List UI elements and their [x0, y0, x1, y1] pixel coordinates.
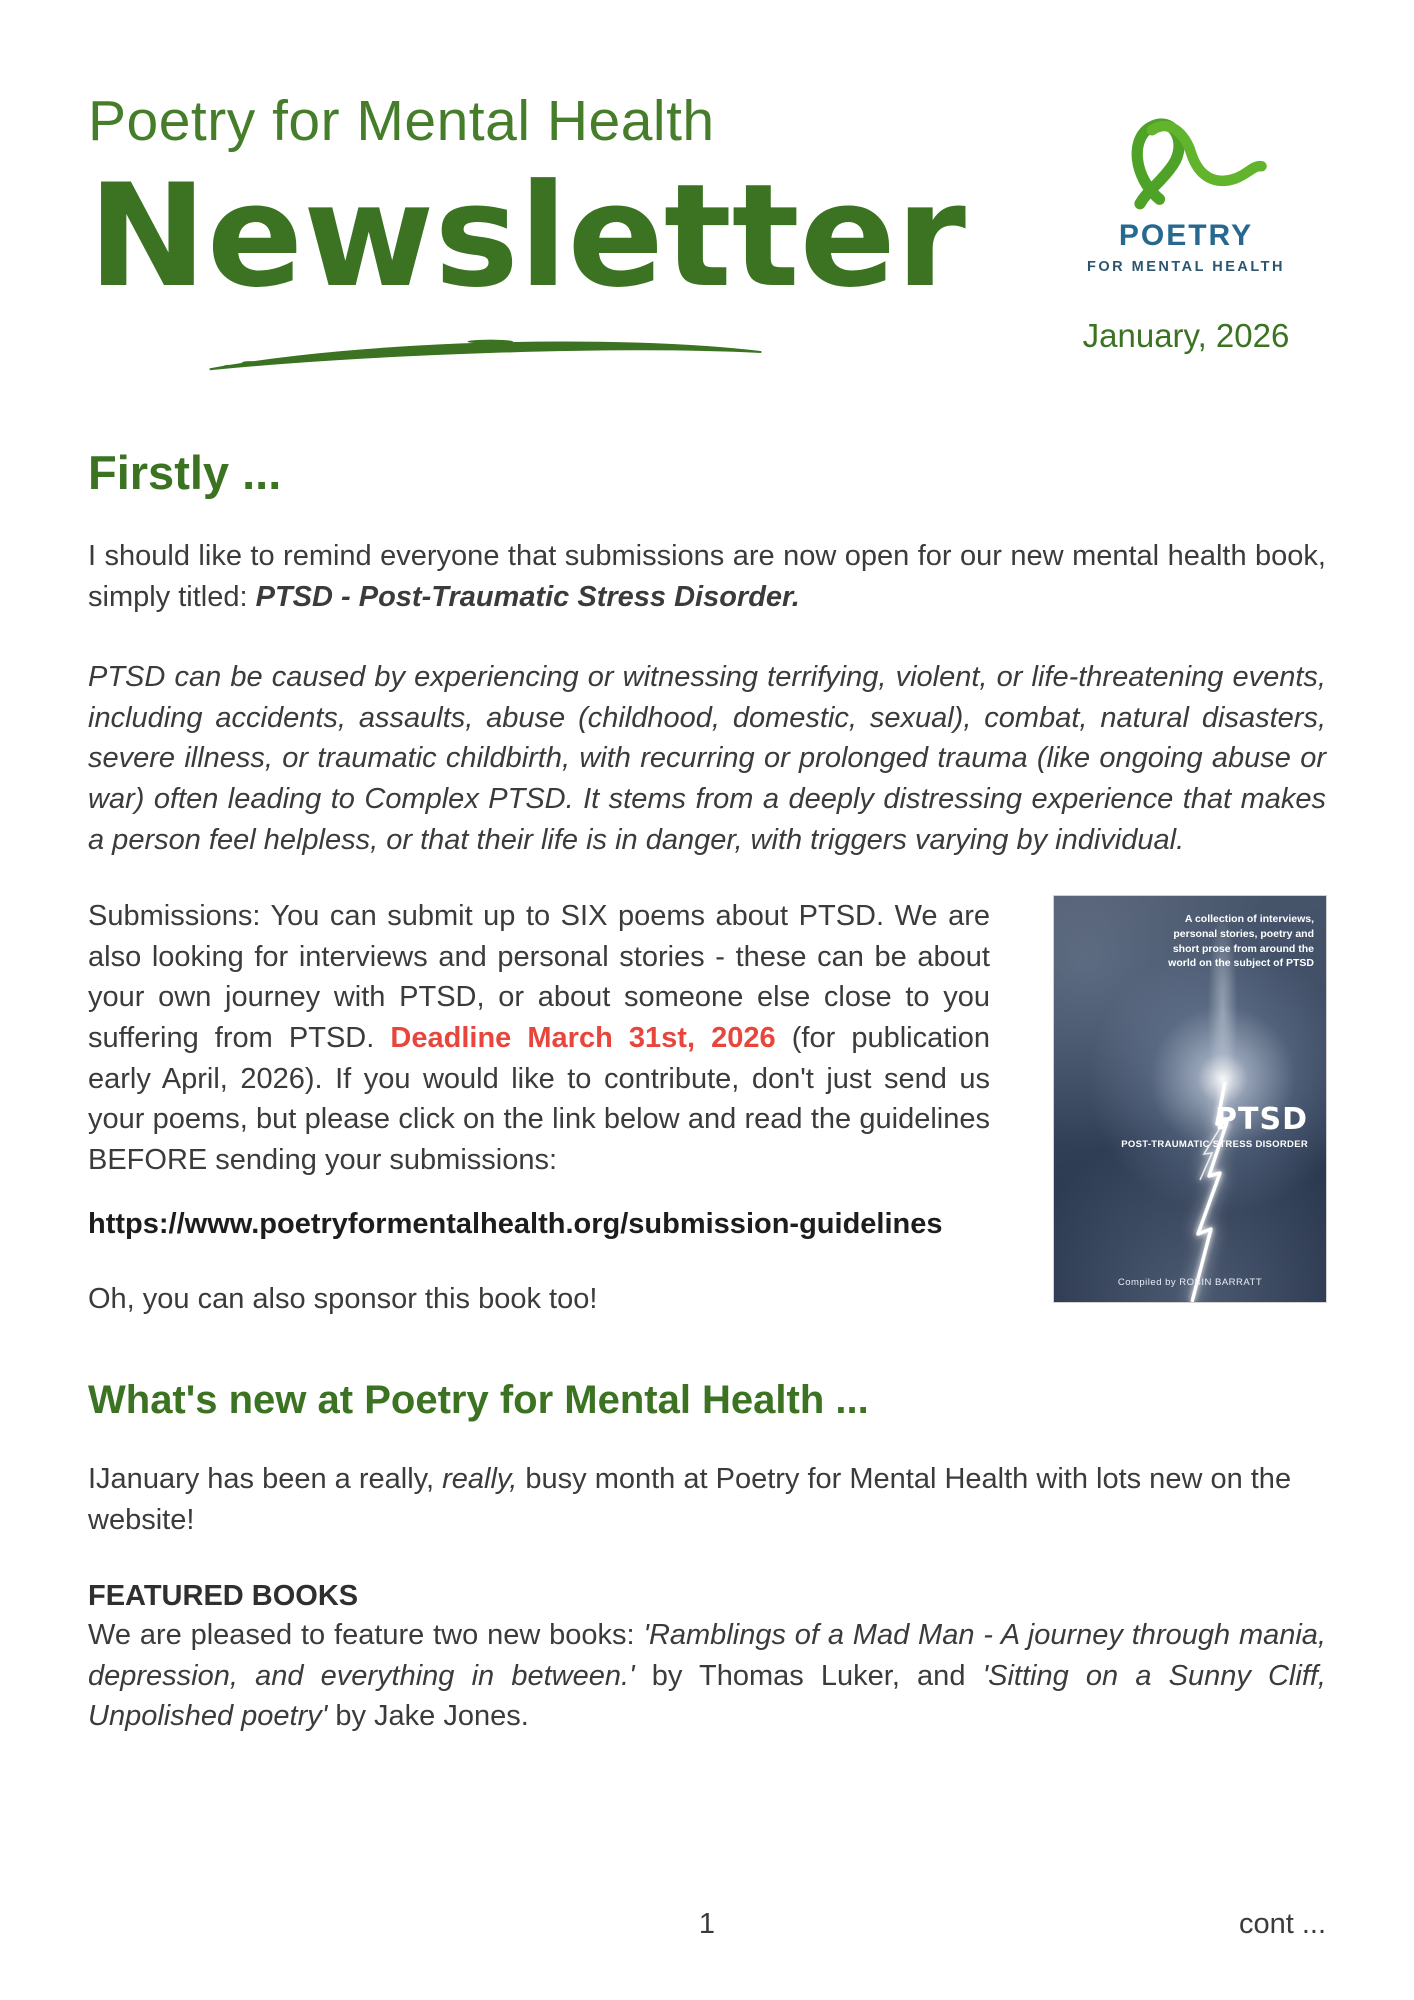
- featured-mid: by Thomas Luker, and: [634, 1659, 983, 1692]
- whats-new-section: [88, 1378, 1326, 1737]
- submissions-tail: (for publication early April, 2026). If you would like to contribute, don't just send us your poems, but please click on the link below and read the guidelines BEFORE sending your submissions:: [88, 1022, 991, 1176]
- submissions-column: [88, 896, 990, 1320]
- ribbon-icon: [1104, 102, 1269, 217]
- cover-subtitle: POST-TRAUMATIC STRESS DISORDER: [1121, 1139, 1308, 1151]
- logo-block: [1046, 88, 1326, 355]
- intro-text: I should like to remind everyone that submissions are now open for our new mental health book, simply titled:: [88, 540, 1326, 613]
- issue-date: January, 2026: [1082, 317, 1290, 354]
- featured-books-paragraph: [88, 1615, 1326, 1737]
- logo-wordmark: POETRY: [1118, 219, 1254, 252]
- sponsor-note: Oh, you can also sponsor this book too!: [88, 1283, 598, 1316]
- book-title-inline: PTSD - Post-Traumatic Stress Disorder.: [255, 580, 800, 613]
- page-footer: [88, 1908, 1326, 1952]
- brush-underline-icon: [203, 333, 768, 375]
- cover-title-block: [1121, 1102, 1308, 1150]
- cover-credit: Compiled by ROBIN BARRATT: [1117, 1277, 1263, 1289]
- newsletter-title: Newsletter: [88, 154, 966, 319]
- ptsd-description-paragraph: PTSD can be caused by experiencing or witnessing terrifying, violent, or life-threatening events, including accidents, assaults, abuse (childhood, domestic, sexual), combat, natural disasters, severe illness, or traumatic childbirth, with recurring or prolonged trauma (like ongoing abuse or war) often leading to Complex PTSD. It stems from a deeply distressing experience that makes a person feel helpless, or that their life is in danger, with triggers varying by individual.: [88, 661, 1326, 856]
- guidelines-link[interactable]: https://www.poetryformentalhealth.org/submission-guidelines: [88, 1208, 943, 1241]
- page-number: 1: [698, 1908, 716, 1940]
- masthead-titles: [88, 88, 966, 375]
- whats-new-intro: [88, 1459, 1326, 1540]
- continuation-note: cont ...: [1238, 1908, 1326, 1940]
- cover-blurb: A collection of interviews, personal stories, poetry and short prose from around the world on the subject of PTSD: [1168, 913, 1314, 970]
- featured-lead: We are pleased to feature two new books:: [88, 1619, 644, 1652]
- whats-new-intro-tail: busy month at Poetry for Mental Health with lots new on the website!: [88, 1463, 1292, 1536]
- cover-title: PTSD: [1215, 1102, 1308, 1138]
- submissions-paragraph: [88, 896, 990, 1180]
- featured-book-title-1: 'Ramblings of a Mad Man - A journey through mania, depression, and everything in between.': [88, 1619, 1326, 1692]
- featured-book-title-2: 'Sitting on a Sunny Cliff, Unpolished poetry': [88, 1659, 1326, 1733]
- featured-tail: by Jake Jones.: [327, 1700, 529, 1733]
- submissions-lead: Submissions: You can submit up to SIX poems about PTSD. We are also looking for interviews and personal stories - these can be about your own journey with PTSD, or about someone else close to you suffering from PTSD.: [88, 900, 990, 1055]
- newsletter-pretitle: Poetry for Mental Health: [88, 89, 715, 153]
- intro-paragraph: [88, 536, 1326, 617]
- ptsd-book-cover: [1054, 896, 1326, 1302]
- submissions-row: [88, 896, 1326, 1320]
- masthead: [88, 88, 1326, 375]
- whats-new-heading: What's new at Poetry for Mental Health ...: [88, 1378, 869, 1422]
- deadline-text: Deadline March 31st, 2026: [390, 1022, 776, 1055]
- firstly-section: [88, 445, 1326, 1320]
- logo-subtitle: FOR MENTAL HEALTH: [1087, 259, 1285, 275]
- firstly-heading: Firstly ...: [88, 446, 282, 500]
- featured-books-heading: FEATURED BOOKS: [88, 1580, 359, 1613]
- whats-new-intro-emphasis: really,: [442, 1463, 518, 1495]
- whats-new-intro-lead: IJanuary has been a really,: [88, 1463, 443, 1495]
